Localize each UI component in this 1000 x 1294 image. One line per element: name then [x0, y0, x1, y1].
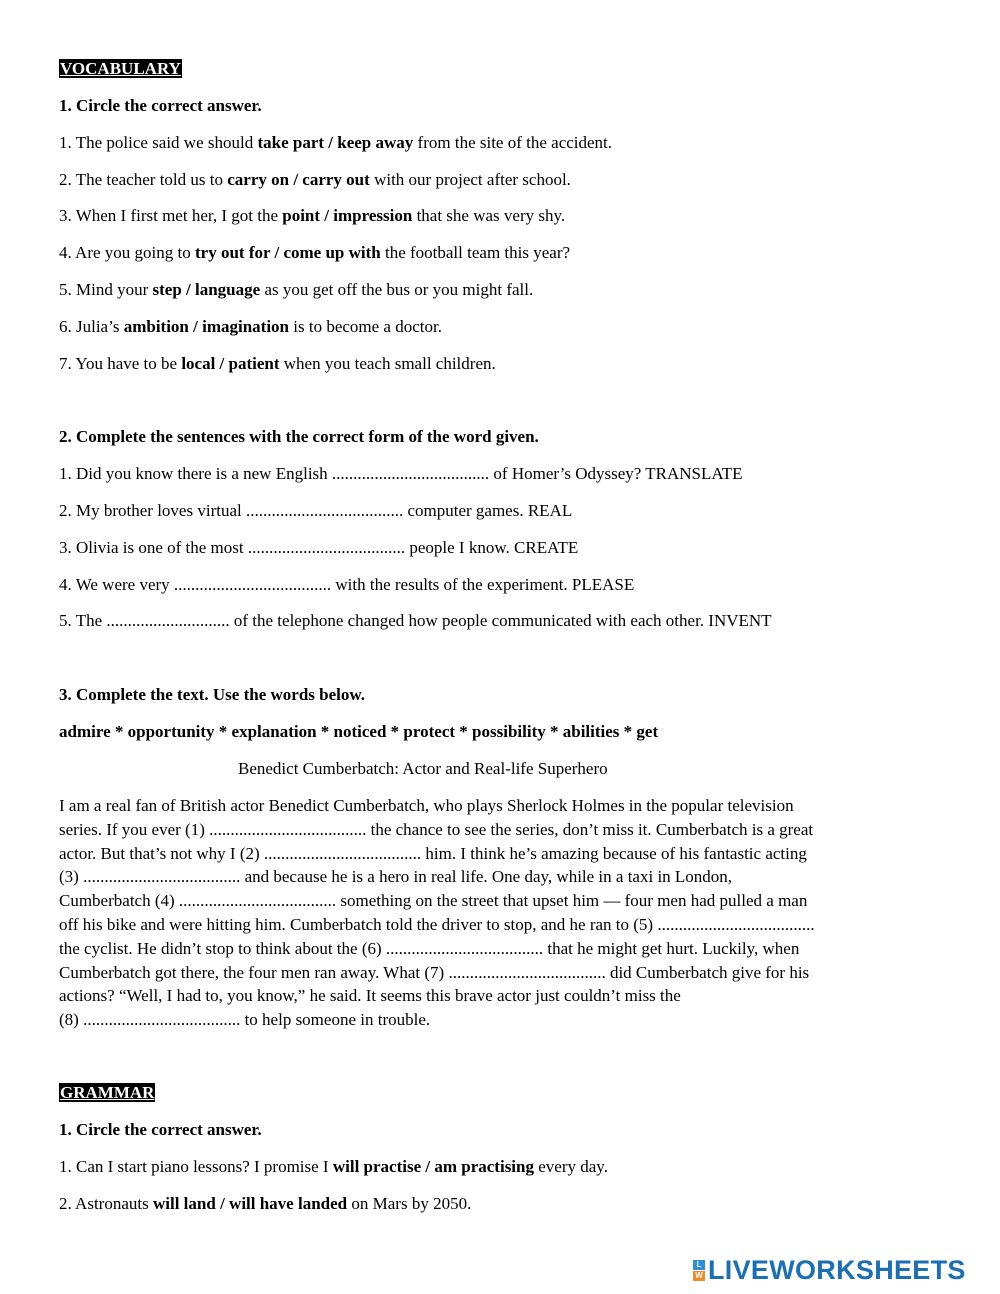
answer-choice[interactable]: carry on / carry out: [227, 170, 370, 189]
list-item: 4. Are you going to try out for / come up with the football team this year?: [59, 243, 571, 262]
list-item: 5. Mind your step / language as you get off the bus or you might fall.: [59, 280, 534, 299]
logo-text: LIVEWORKSHEETS: [708, 1254, 966, 1285]
list-item: 7. You have to be local / patient when you teach small children.: [59, 354, 496, 373]
answer-choice[interactable]: point / impression: [282, 206, 413, 225]
answer-choice[interactable]: take part / keep away: [257, 133, 414, 152]
paragraph-line[interactable]: off his bike and were hitting him. Cumberbatch told the driver to stop, and he ran to (5) .....................................: [59, 914, 815, 934]
list-item: 1. Can I start piano lessons? I promise I will practise / am practising every day.: [59, 1157, 608, 1176]
answer-choice[interactable]: ambition / imagination: [123, 317, 290, 336]
fill-in-item[interactable]: 2. My brother loves virtual ..................................... computer games. REAL: [59, 501, 573, 520]
answer-choice[interactable]: will practise / am practising: [332, 1157, 534, 1176]
answer-choice[interactable]: try out for / come up with: [195, 243, 381, 262]
paragraph-line[interactable]: Cumberbatch got there, the four men ran away. What (7) ..................................... did Cumberbatch give for his: [59, 962, 810, 982]
text-title: Benedict Cumberbatch: Actor and Real-life Superhero: [238, 759, 608, 778]
list-item: 1. The police said we should take part / keep away from the site of the accident.: [59, 133, 613, 152]
paragraph-line: actions? “Well, I had to, you know,” he said. It seems this brave actor just couldn’t miss the: [59, 986, 681, 1006]
list-item: 2. Astronauts will land / will have landed on Mars by 2050.: [59, 1194, 472, 1213]
logo-blocks-icon: L W: [693, 1260, 705, 1281]
fill-in-item[interactable]: 1. Did you know there is a new English ..................................... of Homer’s Odyssey? TRANSLATE: [59, 464, 743, 483]
vocab-ex2-title: 2. Complete the sentences with the correct form of the word given.: [59, 427, 539, 446]
paragraph-line[interactable]: actor. But that’s not why I (2) ..................................... him. I think he’s amazing because of his fantastic acting: [59, 843, 807, 863]
list-item: 6. Julia’s ambition / imagination is to become a doctor.: [59, 317, 442, 336]
paragraph-line: I am a real fan of British actor Benedict Cumberbatch, who plays Sherlock Holmes in the popular television: [59, 796, 794, 815]
fill-in-item[interactable]: 3. Olivia is one of the most ..................................... people I know. CREATE: [59, 538, 579, 557]
vocab-ex3-title: 3. Complete the text. Use the words below.: [59, 685, 365, 704]
vocab-ex1-title: 1. Circle the correct answer.: [59, 96, 262, 115]
grammar-ex1-title: 1. Circle the correct answer.: [59, 1120, 262, 1139]
paragraph-line[interactable]: the cyclist. He didn’t stop to think about the (6) ..................................... that he might get hurt. Luckily, when: [59, 938, 800, 958]
paragraph-line[interactable]: (3) ..................................... and because he is a hero in real life. One day, while in a taxi in London,: [59, 867, 733, 887]
cloze-paragraph: [59, 794, 944, 1032]
paragraph-line[interactable]: series. If you ever (1) ..................................... the chance to see the series, don’t miss it. Cumberbatch is a great: [59, 819, 814, 839]
list-item: 3. When I first met her, I got the point / impression that she was very shy.: [59, 206, 566, 225]
liveworksheets-logo: [693, 1255, 966, 1285]
answer-choice[interactable]: local / patient: [181, 354, 280, 373]
paragraph-line[interactable]: (8) ..................................... to help someone in trouble.: [59, 1010, 431, 1030]
paragraph-line[interactable]: Cumberbatch (4) ..................................... something on the street that upset him — four men had pulled a man: [59, 891, 808, 911]
fill-in-item[interactable]: 4. We were very ..................................... with the results of the experiment. PLEASE: [59, 575, 635, 594]
word-bank: admire * opportunity * explanation * noticed * protect * possibility * abilities * get: [59, 722, 659, 741]
answer-choice[interactable]: will land / will have landed: [152, 1194, 348, 1213]
answer-choice[interactable]: step / language: [152, 280, 261, 299]
list-item: 2. The teacher told us to carry on / carry out with our project after school.: [59, 170, 571, 189]
grammar-heading: GRAMMAR: [60, 1083, 155, 1102]
fill-in-item[interactable]: 5. The ............................. of the telephone changed how people communicated with each other. INVENT: [59, 611, 772, 630]
vocabulary-heading: VOCABULARY: [60, 59, 181, 78]
